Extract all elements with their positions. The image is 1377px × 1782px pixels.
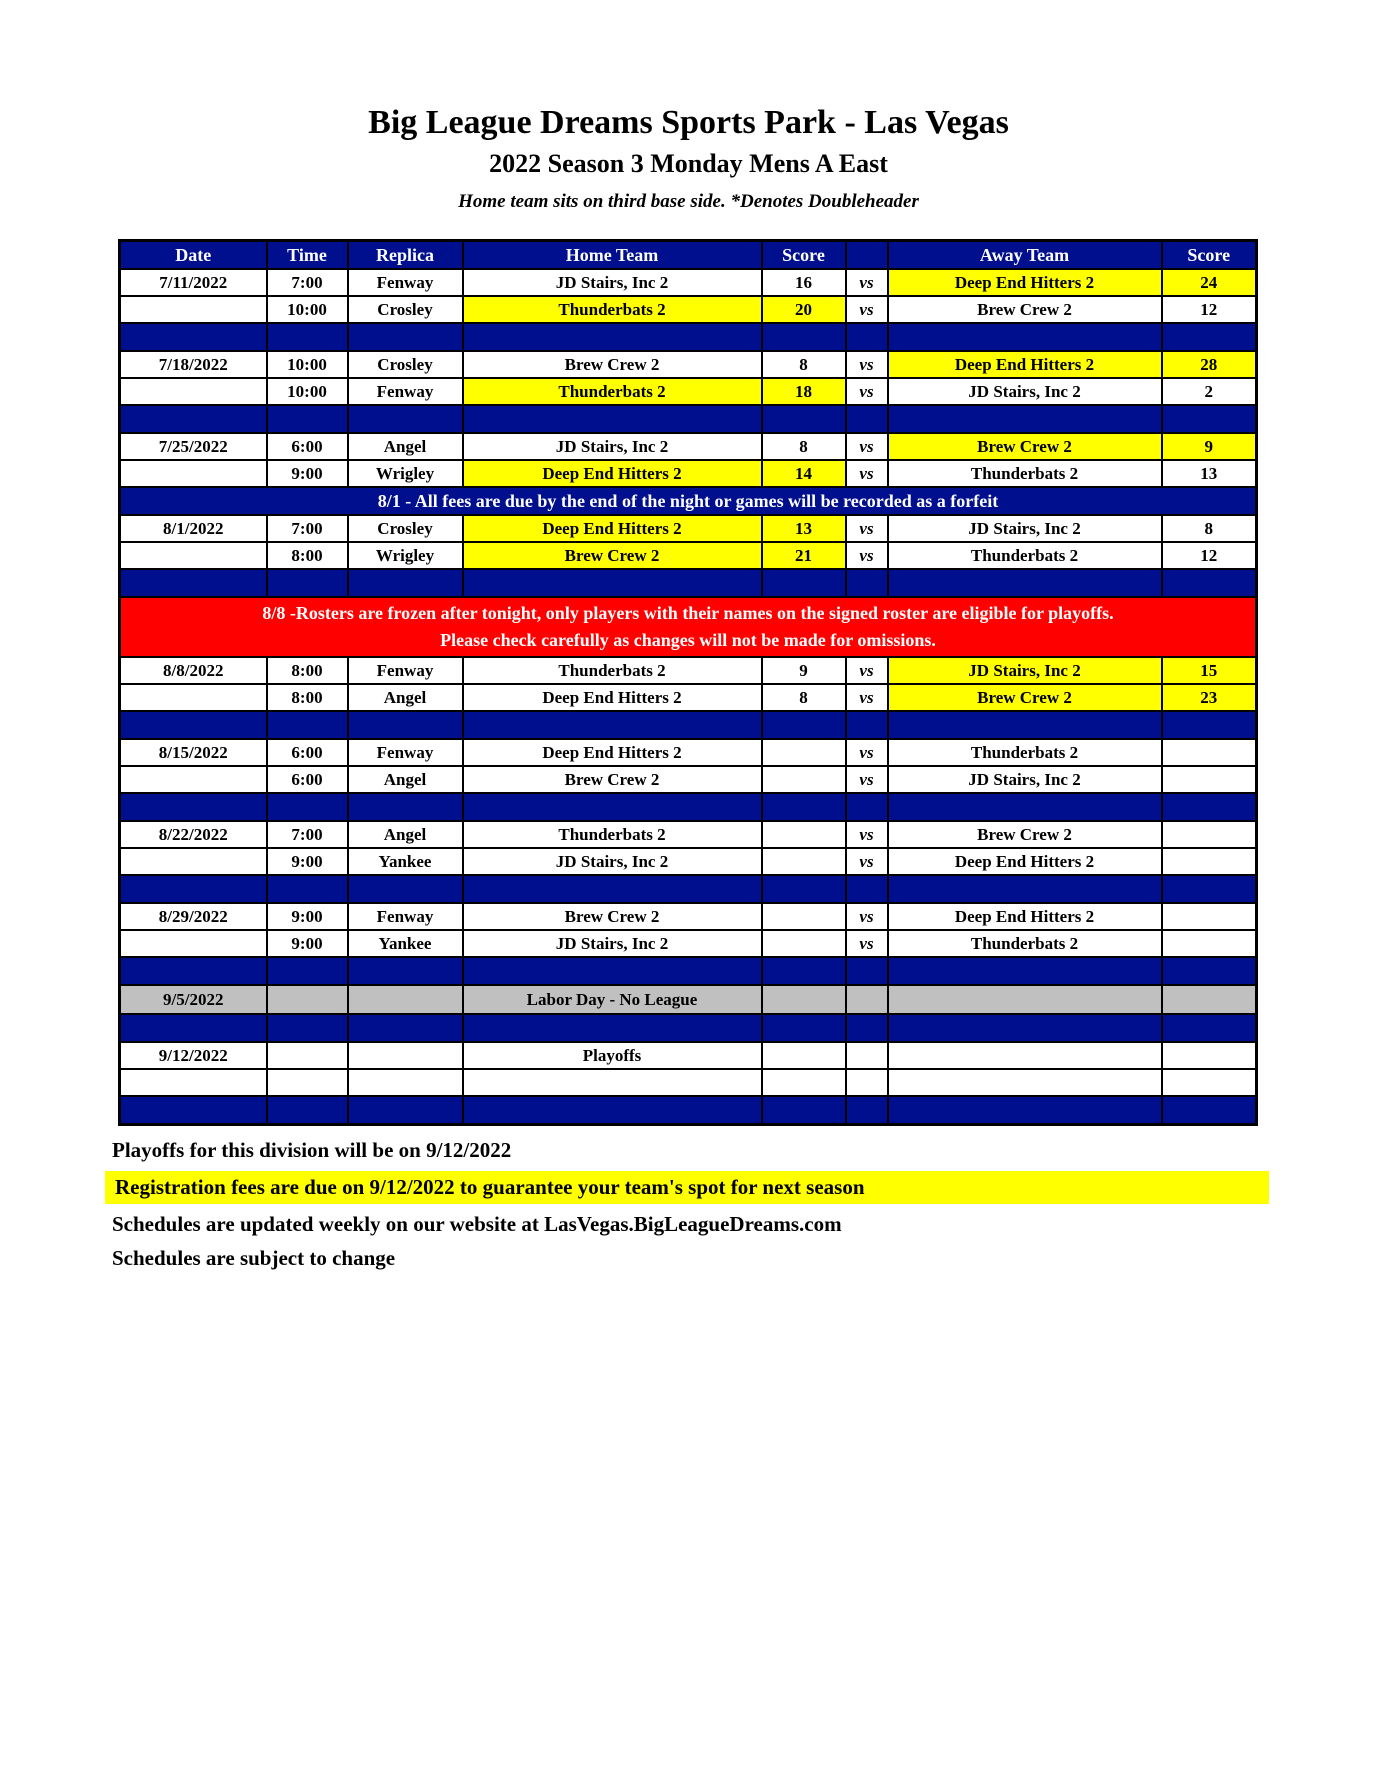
time-cell [267,985,348,1014]
separator-cell [463,1014,762,1042]
away-score-cell [1162,930,1257,957]
replica-cell: Wrigley [348,542,463,569]
separator-cell [888,405,1162,433]
home-score-cell: 14 [762,460,846,487]
separator-cell [846,957,888,985]
home-score-cell: 8 [762,351,846,378]
season-subtitle: 2022 Season 3 Monday Mens A East [489,149,888,179]
column-header-away-team: Away Team [888,241,1162,270]
away-score-cell [1162,766,1257,793]
page-title: Big League Dreams Sports Park - Las Vegas [368,104,1009,141]
time-cell: 9:00 [267,460,348,487]
replica-cell [348,1042,463,1069]
registration-fees-note: Registration fees are due on 9/12/2022 to guarantee your team's spot for next season [105,1171,1269,1204]
home-score-cell: 18 [762,378,846,405]
empty-cell [348,1069,463,1096]
separator-cell [463,957,762,985]
playoffs-label-cell: Playoffs [463,1042,762,1069]
separator-cell [267,323,348,351]
away-team-cell: Thunderbats 2 [888,739,1162,766]
separator-row [120,569,1257,597]
date-cell [120,542,267,569]
time-cell: 10:00 [267,351,348,378]
time-cell: 10:00 [267,296,348,323]
time-cell: 9:00 [267,930,348,957]
separator-cell [267,793,348,821]
separator-cell [888,793,1162,821]
away-team-cell [888,1042,1162,1069]
empty-cell [1162,1069,1257,1096]
separator-cell [762,1014,846,1042]
game-row [120,515,1257,542]
home-team-cell: JD Stairs, Inc 2 [463,269,762,296]
home-team-cell: Thunderbats 2 [463,296,762,323]
empty-cell [120,1069,267,1096]
home-team-cell: Deep End Hitters 2 [463,739,762,766]
separator-cell [846,711,888,739]
replica-cell: Fenway [348,903,463,930]
separator-cell [888,1096,1162,1125]
home-score-cell [762,1042,846,1069]
column-header-time: Time [267,241,348,270]
page-header [0,0,1377,213]
separator-row [120,957,1257,985]
separator-cell [762,569,846,597]
game-row [120,269,1257,296]
header-row [120,241,1257,270]
separator-cell [463,323,762,351]
column-header-score: Score [762,241,846,270]
empty-row [120,1069,1257,1096]
separator-cell [888,875,1162,903]
home-score-cell: 13 [762,515,846,542]
empty-cell [267,1069,348,1096]
away-team-cell: JD Stairs, Inc 2 [888,378,1162,405]
separator-cell [120,875,267,903]
home-team-cell: Thunderbats 2 [463,821,762,848]
separator-cell [762,957,846,985]
replica-cell: Angel [348,433,463,460]
away-score-cell [1162,985,1257,1014]
separator-cell [348,1014,463,1042]
game-row [120,739,1257,766]
roster-freeze-notice-line: 8/8 -Rosters are frozen after tonight, only players with their names on the signed roster are eligible for playoffs. [262,602,1114,623]
date-cell: 8/1/2022 [120,515,267,542]
home-score-cell [762,739,846,766]
home-score-cell: 8 [762,433,846,460]
separator-row [120,875,1257,903]
away-score-cell: 28 [1162,351,1257,378]
replica-cell: Angel [348,766,463,793]
separator-cell [120,711,267,739]
separator-cell [762,875,846,903]
separator-cell [888,569,1162,597]
away-team-cell: Thunderbats 2 [888,460,1162,487]
away-team-cell [888,985,1162,1014]
playoffs-note: Playoffs for this division will be on 9/12/2022 [112,1138,512,1163]
date-cell: 7/25/2022 [120,433,267,460]
column-header-vs [846,241,888,270]
empty-cell [888,1069,1162,1096]
separator-cell [1162,957,1257,985]
fees-notice-row [120,487,1257,515]
holiday-label-cell: Labor Day - No League [463,985,762,1014]
website-note: Schedules are updated weekly on our website at LasVegas.BigLeagueDreams.com [112,1212,842,1237]
game-row [120,903,1257,930]
away-team-cell: Brew Crew 2 [888,821,1162,848]
separator-cell [1162,711,1257,739]
separator-cell [846,405,888,433]
separator-cell [888,323,1162,351]
replica-cell: Crosley [348,296,463,323]
fees-notice-text: 8/1 - All fees are due by the end of the night or games will be recorded as a forfeit [120,487,1257,515]
separator-cell [463,405,762,433]
separator-cell [846,875,888,903]
vs-cell [846,985,888,1014]
away-team-cell: Brew Crew 2 [888,296,1162,323]
separator-cell [1162,1096,1257,1125]
separator-row [120,405,1257,433]
game-row [120,930,1257,957]
separator-cell [348,957,463,985]
replica-cell: Fenway [348,657,463,684]
separator-cell [1162,405,1257,433]
time-cell: 7:00 [267,821,348,848]
away-score-cell: 15 [1162,657,1257,684]
separator-cell [348,569,463,597]
time-cell [267,1042,348,1069]
time-cell: 10:00 [267,378,348,405]
holiday-row [120,985,1257,1014]
vs-cell: vs [846,460,888,487]
date-cell: 9/5/2022 [120,985,267,1014]
separator-cell [846,793,888,821]
separator-cell [120,793,267,821]
vs-cell: vs [846,739,888,766]
date-cell: 8/15/2022 [120,739,267,766]
home-team-cell: Brew Crew 2 [463,766,762,793]
time-cell: 8:00 [267,684,348,711]
separator-cell [463,1096,762,1125]
roster-freeze-notice-line: Please check carefully as changes will not be made for omissions. [440,630,936,651]
separator-cell [762,711,846,739]
date-cell: 9/12/2022 [120,1042,267,1069]
vs-cell: vs [846,296,888,323]
roster-freeze-notice-text [120,597,1257,657]
home-team-cell: Deep End Hitters 2 [463,684,762,711]
home-score-cell [762,903,846,930]
game-row [120,684,1257,711]
separator-cell [1162,1014,1257,1042]
vs-cell [846,1042,888,1069]
away-score-cell [1162,739,1257,766]
vs-cell: vs [846,821,888,848]
separator-cell [846,1014,888,1042]
away-team-cell: Deep End Hitters 2 [888,269,1162,296]
separator-cell [1162,875,1257,903]
away-team-cell: Deep End Hitters 2 [888,903,1162,930]
away-score-cell: 12 [1162,542,1257,569]
separator-row [120,323,1257,351]
schedule-table-body [120,241,1257,1125]
separator-cell [348,875,463,903]
separator-cell [267,1096,348,1125]
separator-cell [846,569,888,597]
column-header-score: Score [1162,241,1257,270]
date-cell: 7/11/2022 [120,269,267,296]
playoffs-row [120,1042,1257,1069]
separator-row [120,1096,1257,1125]
separator-cell [888,1014,1162,1042]
away-score-cell: 8 [1162,515,1257,542]
away-score-cell [1162,1042,1257,1069]
vs-cell: vs [846,351,888,378]
schedule-table [118,239,1258,1126]
separator-cell [762,405,846,433]
separator-cell [120,1096,267,1125]
game-row [120,296,1257,323]
away-score-cell: 13 [1162,460,1257,487]
separator-cell [267,875,348,903]
replica-cell: Wrigley [348,460,463,487]
home-score-cell: 16 [762,269,846,296]
vs-cell: vs [846,542,888,569]
separator-cell [120,957,267,985]
empty-cell [846,1069,888,1096]
game-row [120,351,1257,378]
date-cell: 8/29/2022 [120,903,267,930]
separator-cell [463,569,762,597]
replica-cell: Fenway [348,378,463,405]
date-cell [120,930,267,957]
date-cell: 8/22/2022 [120,821,267,848]
date-cell [120,766,267,793]
game-row [120,848,1257,875]
separator-cell [120,405,267,433]
separator-cell [1162,323,1257,351]
date-cell [120,684,267,711]
separator-cell [348,405,463,433]
vs-cell: vs [846,657,888,684]
replica-cell: Fenway [348,269,463,296]
home-score-cell: 8 [762,684,846,711]
home-score-cell [762,848,846,875]
time-cell: 6:00 [267,739,348,766]
separator-cell [762,793,846,821]
separator-cell [762,323,846,351]
time-cell: 6:00 [267,766,348,793]
away-team-cell: Thunderbats 2 [888,930,1162,957]
replica-cell: Crosley [348,515,463,542]
separator-cell [267,1014,348,1042]
home-score-cell: 9 [762,657,846,684]
separator-row [120,711,1257,739]
separator-cell [1162,569,1257,597]
vs-cell: vs [846,766,888,793]
separator-cell [846,323,888,351]
home-score-cell [762,766,846,793]
empty-cell [762,1069,846,1096]
home-team-cell: Brew Crew 2 [463,542,762,569]
home-team-cell: Deep End Hitters 2 [463,460,762,487]
away-team-cell: Thunderbats 2 [888,542,1162,569]
home-team-cell: Deep End Hitters 2 [463,515,762,542]
page-footer [112,1138,1377,1271]
home-team-cell: Brew Crew 2 [463,351,762,378]
home-score-cell [762,821,846,848]
away-team-cell: JD Stairs, Inc 2 [888,515,1162,542]
game-row [120,433,1257,460]
replica-cell: Fenway [348,739,463,766]
column-header-replica: Replica [348,241,463,270]
separator-cell [463,793,762,821]
time-cell: 8:00 [267,657,348,684]
separator-cell [120,323,267,351]
separator-cell [120,569,267,597]
date-cell [120,378,267,405]
date-cell: 8/8/2022 [120,657,267,684]
separator-cell [267,957,348,985]
vs-cell: vs [846,848,888,875]
home-team-cell: Thunderbats 2 [463,378,762,405]
separator-cell [348,323,463,351]
separator-cell [267,711,348,739]
away-score-cell: 23 [1162,684,1257,711]
away-team-cell: Deep End Hitters 2 [888,848,1162,875]
away-score-cell [1162,903,1257,930]
home-score-cell [762,985,846,1014]
away-score-cell [1162,821,1257,848]
home-score-cell [762,930,846,957]
column-header-date: Date [120,241,267,270]
replica-cell: Angel [348,821,463,848]
away-score-cell: 12 [1162,296,1257,323]
home-team-note: Home team sits on third base side. *Denotes Doubleheader [458,191,919,213]
away-team-cell: Brew Crew 2 [888,684,1162,711]
away-score-cell: 24 [1162,269,1257,296]
vs-cell: vs [846,433,888,460]
replica-cell [348,985,463,1014]
column-header-home-team: Home Team [463,241,762,270]
game-row [120,542,1257,569]
subject-to-change-note: Schedules are subject to change [112,1246,396,1271]
away-score-cell [1162,848,1257,875]
separator-cell [348,711,463,739]
separator-cell [463,875,762,903]
separator-cell [846,1096,888,1125]
replica-cell: Yankee [348,848,463,875]
time-cell: 7:00 [267,269,348,296]
home-score-cell: 20 [762,296,846,323]
separator-row [120,793,1257,821]
separator-cell [348,1096,463,1125]
separator-cell [267,569,348,597]
separator-cell [267,405,348,433]
separator-cell [1162,793,1257,821]
home-team-cell: JD Stairs, Inc 2 [463,848,762,875]
time-cell: 8:00 [267,542,348,569]
game-row [120,657,1257,684]
home-score-cell: 21 [762,542,846,569]
replica-cell: Crosley [348,351,463,378]
away-score-cell: 9 [1162,433,1257,460]
date-cell: 7/18/2022 [120,351,267,378]
home-team-cell: JD Stairs, Inc 2 [463,930,762,957]
date-cell [120,460,267,487]
empty-cell [463,1069,762,1096]
time-cell: 6:00 [267,433,348,460]
separator-cell [888,957,1162,985]
game-row [120,460,1257,487]
time-cell: 7:00 [267,515,348,542]
time-cell: 9:00 [267,903,348,930]
roster-freeze-notice-row [120,597,1257,657]
game-row [120,821,1257,848]
vs-cell: vs [846,269,888,296]
time-cell: 9:00 [267,848,348,875]
vs-cell: vs [846,684,888,711]
home-team-cell: JD Stairs, Inc 2 [463,433,762,460]
away-team-cell: JD Stairs, Inc 2 [888,657,1162,684]
separator-row [120,1014,1257,1042]
separator-cell [463,711,762,739]
separator-cell [120,1014,267,1042]
date-cell [120,848,267,875]
game-row [120,766,1257,793]
home-team-cell: Brew Crew 2 [463,903,762,930]
date-cell [120,296,267,323]
home-team-cell: Thunderbats 2 [463,657,762,684]
vs-cell: vs [846,378,888,405]
vs-cell: vs [846,515,888,542]
away-team-cell: JD Stairs, Inc 2 [888,766,1162,793]
separator-cell [888,711,1162,739]
separator-cell [762,1096,846,1125]
away-team-cell: Deep End Hitters 2 [888,351,1162,378]
vs-cell: vs [846,930,888,957]
game-row [120,378,1257,405]
replica-cell: Yankee [348,930,463,957]
separator-cell [348,793,463,821]
away-score-cell: 2 [1162,378,1257,405]
replica-cell: Angel [348,684,463,711]
away-team-cell: Brew Crew 2 [888,433,1162,460]
vs-cell: vs [846,903,888,930]
